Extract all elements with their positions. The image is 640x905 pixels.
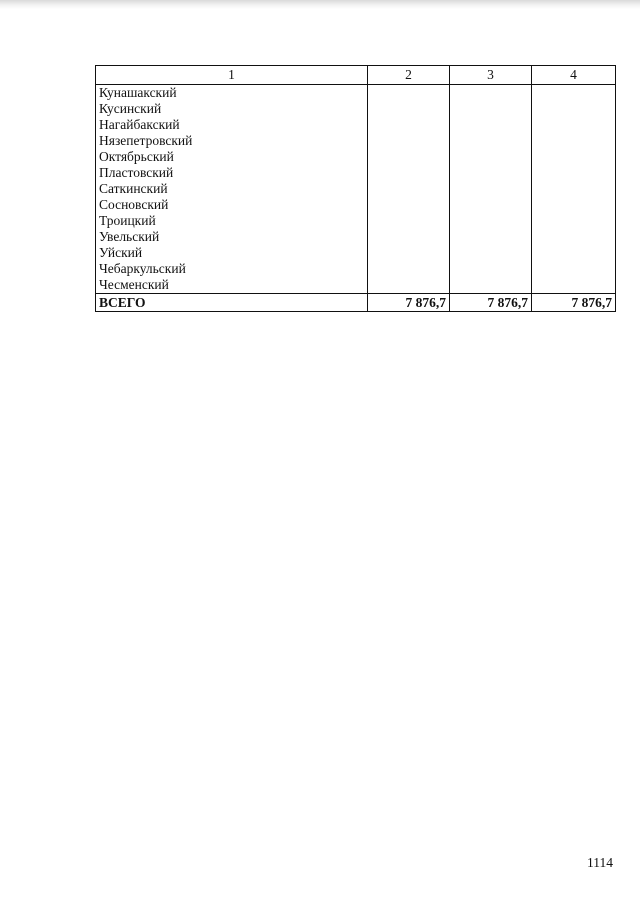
table-row <box>96 213 616 229</box>
value-col-4 <box>532 261 616 277</box>
total-label: ВСЕГО <box>96 294 368 312</box>
value-col-3 <box>450 133 532 149</box>
value-col-2 <box>368 181 450 197</box>
total-value-col-4: 7 876,7 <box>532 294 616 312</box>
table-row <box>96 149 616 165</box>
value-col-4 <box>532 213 616 229</box>
value-col-4 <box>532 245 616 261</box>
table-header-row <box>96 66 616 85</box>
value-col-2 <box>368 197 450 213</box>
value-col-2 <box>368 229 450 245</box>
district-name: Троицкий <box>96 213 368 229</box>
column-header-2: 2 <box>368 66 450 85</box>
table-row <box>96 101 616 117</box>
district-name: Саткинский <box>96 181 368 197</box>
value-col-4 <box>532 149 616 165</box>
table-row <box>96 261 616 277</box>
value-col-2 <box>368 277 450 294</box>
total-value-col-3: 7 876,7 <box>450 294 532 312</box>
table-row <box>96 85 616 102</box>
district-name: Чесменский <box>96 277 368 294</box>
value-col-3 <box>450 117 532 133</box>
column-header-1: 1 <box>96 66 368 85</box>
value-col-3 <box>450 85 532 102</box>
table-row <box>96 181 616 197</box>
district-name: Сосновский <box>96 197 368 213</box>
total-value-col-2: 7 876,7 <box>368 294 450 312</box>
district-name: Увельский <box>96 229 368 245</box>
table-row <box>96 133 616 149</box>
district-name: Уйский <box>96 245 368 261</box>
value-col-3 <box>450 277 532 294</box>
district-name: Чебаркульский <box>96 261 368 277</box>
value-col-2 <box>368 149 450 165</box>
value-col-2 <box>368 165 450 181</box>
value-col-2 <box>368 261 450 277</box>
value-col-3 <box>450 213 532 229</box>
value-col-4 <box>532 277 616 294</box>
table-row <box>96 117 616 133</box>
value-col-4 <box>532 229 616 245</box>
column-header-3: 3 <box>450 66 532 85</box>
total-row <box>96 294 616 312</box>
value-col-4 <box>532 85 616 102</box>
value-col-3 <box>450 197 532 213</box>
value-col-2 <box>368 133 450 149</box>
table-row <box>96 165 616 181</box>
district-name: Пластовский <box>96 165 368 181</box>
district-name: Кунашакский <box>96 85 368 102</box>
value-col-3 <box>450 165 532 181</box>
value-col-4 <box>532 181 616 197</box>
value-col-3 <box>450 245 532 261</box>
value-col-2 <box>368 117 450 133</box>
value-col-2 <box>368 245 450 261</box>
budget-table <box>95 65 616 312</box>
value-col-4 <box>532 101 616 117</box>
page-number: 1114 <box>587 855 613 870</box>
table-row <box>96 277 616 294</box>
value-col-4 <box>532 117 616 133</box>
value-col-4 <box>532 165 616 181</box>
value-col-4 <box>532 197 616 213</box>
value-col-2 <box>368 213 450 229</box>
scan-edge-shadow <box>0 0 640 9</box>
district-name: Октябрьский <box>96 149 368 165</box>
value-col-2 <box>368 85 450 102</box>
table-row <box>96 229 616 245</box>
value-col-3 <box>450 181 532 197</box>
value-col-4 <box>532 133 616 149</box>
district-name: Нагайбакский <box>96 117 368 133</box>
district-name: Кусинский <box>96 101 368 117</box>
table-row <box>96 197 616 213</box>
value-col-3 <box>450 261 532 277</box>
column-header-4: 4 <box>532 66 616 85</box>
value-col-3 <box>450 101 532 117</box>
table-row <box>96 245 616 261</box>
value-col-3 <box>450 229 532 245</box>
district-name: Нязепетровский <box>96 133 368 149</box>
value-col-3 <box>450 149 532 165</box>
value-col-2 <box>368 101 450 117</box>
